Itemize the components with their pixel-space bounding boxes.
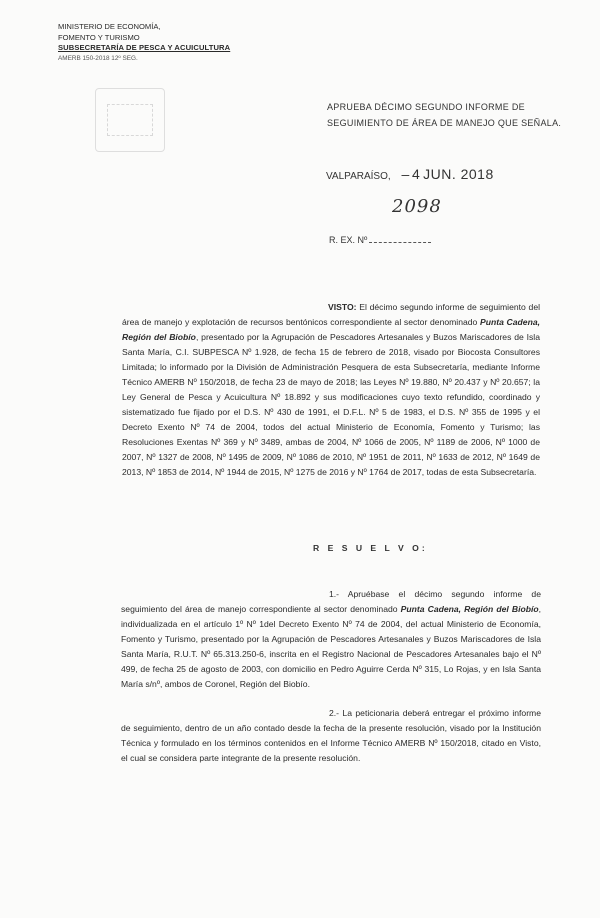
resolution-blank <box>369 234 431 243</box>
resolution-item-2: 2.- La peticionaria deberá entregar el próximo informe de seguimiento, dentro de un año contado desde la fecha de la presente resolución, visado por la Institución Técnica y formulado en los términos contenidos en el Informe Técnico AMERB Nº 150/2018, citado en Visto, el cual se considera parte integrante de la presente resolución. <box>121 708 541 763</box>
item-1-text-1: 1.- Apruébase el décimo segundo informe de seguimiento del área de manejo correspondiente al sector denominado <box>121 589 541 614</box>
visto-paragraph <box>122 300 540 480</box>
ministry-line-1: MINISTERIO DE ECONOMÍA, <box>58 22 161 31</box>
resuelvo-heading: R E S U E L V O: <box>313 543 428 553</box>
date-month-year: JUN. 2018 <box>423 166 494 182</box>
subject-heading: APRUEBA DÉCIMO SEGUNDO INFORME DE SEGUIMIENTO DE ÁREA DE MANEJO QUE SEÑALA. <box>327 102 562 128</box>
date-day: 4 <box>412 166 421 182</box>
official-stamp <box>95 88 165 152</box>
stamp-inner <box>107 104 153 136</box>
item-1-text-2: , individualizada en el artículo 1º Nº 1del Decreto Exento Nº 74 de 2004, del actual Ministerio de Economía, Fomento y Turismo, presentado por la Agrupación de Pescadores Artesanales y Buzos Mariscadores de Isla Santa María, R.U.T. Nº 65.313.250-6, inscrita en el Registro Nacional de Pescadores Artesanales bajo el Nº 499, de fecha 25 de agosto de 2003, con domicilio en Pedro Aguirre Cerda Nº 315, Lo Rojas, y en Isla Santa María s/nº, ambos de Coronel, Región del Biobío. <box>121 604 542 689</box>
visto-label: VISTO: <box>328 302 357 312</box>
date-dash: – <box>401 166 410 182</box>
resolution-item-1 <box>121 587 541 692</box>
date-line <box>326 166 494 182</box>
visto-place: Punta Cadena, Región del Biobío <box>122 317 540 342</box>
visto-text-2: , presentado por la Agrupación de Pescadores Artesanales y Buzos Mariscadores de Isla Santa María, C.I. SUBPESCA Nº 1.928, de fecha 15 de febrero de 2018, visado por Biocosta Consultores Limitada; lo informado por la División de Administración Pesquera de esta Subsecretaría, mediante Informe Técnico AMERB Nº 150/2018, de fecha 23 de mayo de 2018; las Leyes Nº 19.880, Nº 20.437 y Nº 20.657; la Ley General de Pesca y Acuicultura Nº 18.892 y sus modificaciones cuyo texto refundido, coordinado y sistematizado fue fijado por el D.S. Nº 430 de 1991, el D.F.L. Nº 5 de 1983, el D.S. Nº 355 de 1995 y el Decreto Exento Nº 74 de 2004, todos del actual Ministerio de Economía, Fomento y Turismo; las Resoluciones Exentas Nº 369 y Nº 3489, ambas de 2004, Nº 1066 de 2005, Nº 1189 de 2006, Nº 1000 de 2007, Nº 1327 de 2008, Nº 1495 de 2009, Nº 1086 de 2010, Nº 1951 de 2011, Nº 1633 de 2012, Nº 1649 de 2013, Nº 1853 de 2014, Nº 1944 de 2015, Nº 1275 de 2016 y Nº 1764 de 2017, todas de esta Subsecretaría. <box>122 332 540 477</box>
letterhead <box>58 22 248 64</box>
city: VALPARAÍSO, <box>326 171 391 182</box>
resolution-label: R. EX. Nº <box>329 235 368 245</box>
ministry-line-2: FOMENTO Y TURISMO <box>58 32 140 42</box>
resolution-label-line <box>329 234 431 245</box>
subsecretaria-line: SUBSECRETARÍA DE PESCA Y ACUICULTURA <box>58 43 231 52</box>
item-1-place: Punta Cadena, Región del Biobío <box>400 604 539 614</box>
reference-code: AMERB 150-2018 12º SEG. <box>58 54 138 62</box>
visto-text-1: El décimo segundo informe de seguimiento del área de manejo y explotación de recursos bentónicos correspondiente al sector denominado <box>122 302 541 327</box>
resolution-number: 2098 <box>392 196 442 217</box>
